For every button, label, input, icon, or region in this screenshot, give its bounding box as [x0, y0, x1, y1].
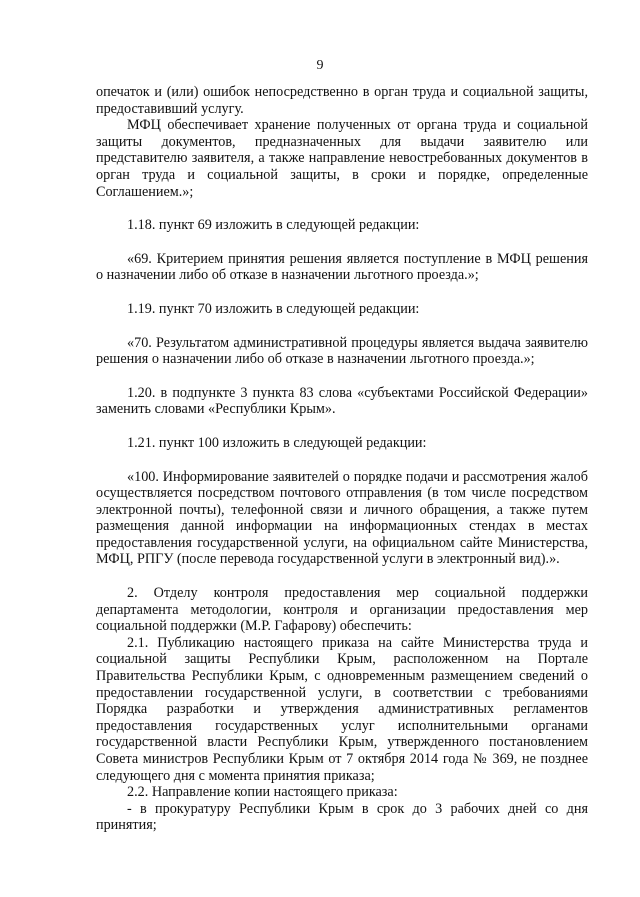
- document-body: [96, 84, 588, 834]
- paragraph-1-20: 1.20. в подпункте 3 пункта 83 слова «субъектами Российской Федерации» заменить словами «Республики Крым».: [96, 384, 588, 418]
- paragraph-1-21: 1.21. пункт 100 изложить в следующей редакции:: [127, 434, 427, 451]
- paragraph-70-text: «70. Результатом административной процедуры является выдача заявителю решения о назначении либо об отказе в назначении льготного проезда.»;: [96, 334, 588, 368]
- paragraph-2-2: 2.2. Направление копии настоящего приказа:: [127, 784, 398, 801]
- paragraph-mfc-storage: МФЦ обеспечивает хранение полученных от органа труда и социальной защиты документов, предназначенных для выдачи заявителю или представителю заявителя, а также направление невостребованных документов в орган труда и социальной защиты, в сроки и порядке, определенные Соглашением.»;: [96, 117, 588, 200]
- paragraph-2-2-item: - в прокуратуру Республики Крым в срок до 3 рабочих дней со дня принятия;: [96, 800, 588, 834]
- paragraph-2-1: 2.1. Публикацию настоящего приказа на сайте Министерства труда и социальной защиты Республики Крым, расположенном на Портале Правительства Республики Крым, с одновременным размещением сведений о предоставлении государственной услуги, в соответствии с требованиями Порядка разработки и утверждения административных регламентов предоставления государственных услуг исполнительными органами государственной власти Республики Крым, утвержденного постановлением Совета министров Республики Крым от 7 октября 2014 года № 369, не позднее следующего дня с момента принятия приказа;: [96, 634, 588, 784]
- paragraph-1-19: 1.19. пункт 70 изложить в следующей редакции:: [127, 300, 420, 317]
- paragraph-100-text: «100. Информирование заявителей о порядке подачи и рассмотрения жалоб осуществляется посредством почтового отправления (в том числе посредством электронной почты), телефонной связи и личного обращения, а также путем размещения данной информации на информационных стендах в местах предоставления государственной услуги, на официальном сайте Министерства, МФЦ, РПГУ (после перевода государственной услуги в электронный вид).».: [96, 468, 588, 568]
- page-number: 9: [316, 58, 324, 73]
- paragraph-continuation: опечаток и (или) ошибок непосредственно в орган труда и социальной защиты, предоставивший услугу.: [96, 84, 588, 117]
- paragraph-1-18: 1.18. пункт 69 изложить в следующей редакции:: [127, 217, 420, 234]
- paragraph-2: 2. Отделу контроля предоставления мер социальной поддержки департамента методологии, контроля и организации предоставления мер социальной поддержки (М.Р. Гафарову) обеспечить:: [96, 585, 588, 635]
- paragraph-69-text: «69. Критерием принятия решения является поступление в МФЦ решения о назначении либо об отказе в назначении льготного проезда.»;: [96, 250, 588, 284]
